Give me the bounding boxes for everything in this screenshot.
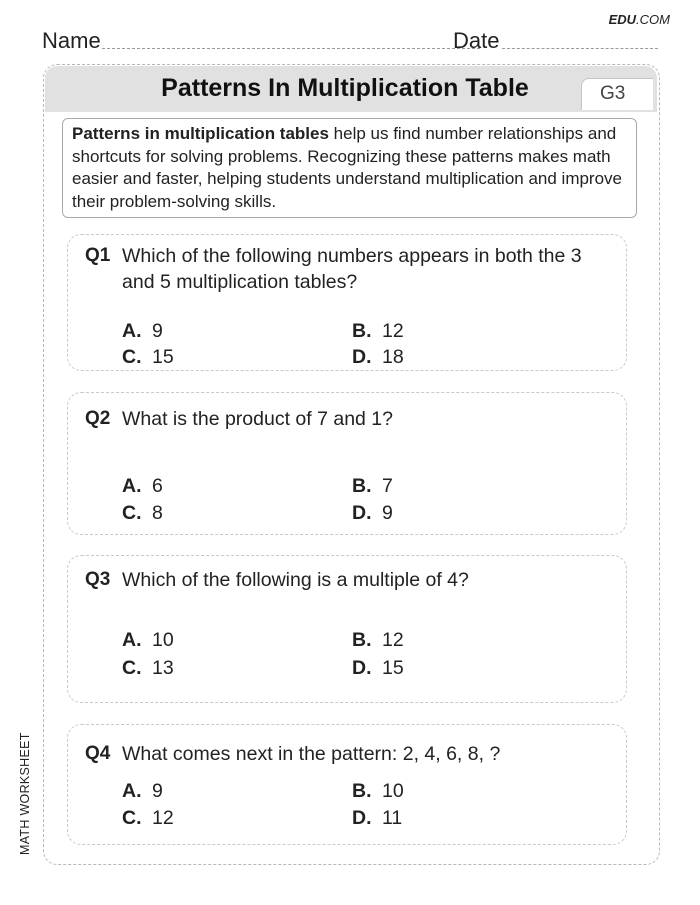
option-value: 6: [152, 475, 163, 497]
side-label: MATH WORKSHEET: [18, 732, 32, 855]
option-value: 9: [152, 780, 163, 802]
option-value: 13: [152, 657, 174, 679]
option-key: C.: [122, 807, 142, 829]
name-field[interactable]: [102, 48, 480, 49]
option-key: B.: [352, 320, 372, 342]
question-text-4: What comes next in the pattern: 2, 4, 6, 8, ?: [122, 743, 501, 765]
option-2a[interactable]: [122, 475, 163, 498]
option-value: 15: [152, 346, 174, 368]
option-2b[interactable]: [352, 475, 393, 498]
date-label: Date: [453, 28, 500, 53]
question-text-2: What is the product of 7 and 1?: [122, 408, 394, 430]
option-4a[interactable]: [122, 780, 163, 803]
option-4b[interactable]: [352, 780, 404, 803]
option-value: 10: [152, 629, 174, 651]
option-key: A.: [122, 320, 142, 342]
option-value: 12: [382, 320, 404, 342]
brand-logo-bold: EDU: [608, 12, 637, 27]
option-3d[interactable]: [352, 657, 404, 680]
option-4c[interactable]: [122, 807, 174, 830]
option-value: 11: [382, 807, 403, 829]
grade-badge: G3: [600, 83, 626, 104]
option-value: 12: [382, 629, 404, 651]
option-key: D.: [352, 657, 372, 679]
option-2d[interactable]: [352, 502, 393, 525]
option-value: 18: [382, 346, 404, 368]
option-value: 7: [382, 475, 393, 497]
question-text-3: Which of the following is a multiple of 4?: [122, 569, 469, 591]
name-label: Name: [42, 28, 101, 53]
brand-logo-rest: .COM: [636, 12, 670, 27]
option-value: 8: [152, 502, 163, 524]
option-key: A.: [122, 629, 142, 651]
question-number-1: Q1: [85, 245, 111, 266]
option-key: D.: [352, 346, 372, 368]
option-key: C.: [122, 346, 142, 368]
option-key: C.: [122, 502, 142, 524]
option-1c[interactable]: [122, 346, 174, 369]
name-date-row: [42, 28, 658, 54]
option-1d[interactable]: [352, 346, 404, 369]
intro-bold: Patterns in multiplication tables: [72, 124, 329, 143]
question-number-3: Q3: [85, 569, 111, 590]
question-text-1: Which of the following numbers appears in both the 3 and 5 multiplication tables?: [122, 245, 582, 293]
option-2c[interactable]: [122, 502, 163, 525]
option-3b[interactable]: [352, 629, 404, 652]
option-1b[interactable]: [352, 320, 404, 343]
option-key: A.: [122, 780, 142, 802]
option-value: 12: [152, 807, 174, 829]
option-key: A.: [122, 475, 142, 497]
intro-text: help us find number relationships and shortcuts for solving problems. Recognizing these patterns makes math easier and faster, helping students understand multiplication and improve their problem-solving skills.: [72, 124, 623, 211]
brand-logo: [609, 12, 670, 27]
question-number-4: Q4: [85, 743, 111, 764]
option-key: D.: [352, 807, 372, 829]
option-3c[interactable]: [122, 657, 174, 680]
option-1a[interactable]: [122, 320, 163, 343]
page-title: Patterns In Multiplication Table: [161, 74, 529, 102]
intro-box: [62, 118, 637, 218]
option-4d[interactable]: [352, 807, 402, 830]
option-value: 9: [152, 320, 163, 342]
option-key: C.: [122, 657, 142, 679]
option-value: 9: [382, 502, 393, 524]
option-3a[interactable]: [122, 629, 174, 652]
option-value: 10: [382, 780, 404, 802]
question-number-2: Q2: [85, 408, 111, 429]
date-field[interactable]: [502, 48, 658, 49]
option-key: D.: [352, 502, 372, 524]
option-key: B.: [352, 475, 372, 497]
option-key: B.: [352, 780, 372, 802]
option-value: 15: [382, 657, 404, 679]
option-key: B.: [352, 629, 372, 651]
